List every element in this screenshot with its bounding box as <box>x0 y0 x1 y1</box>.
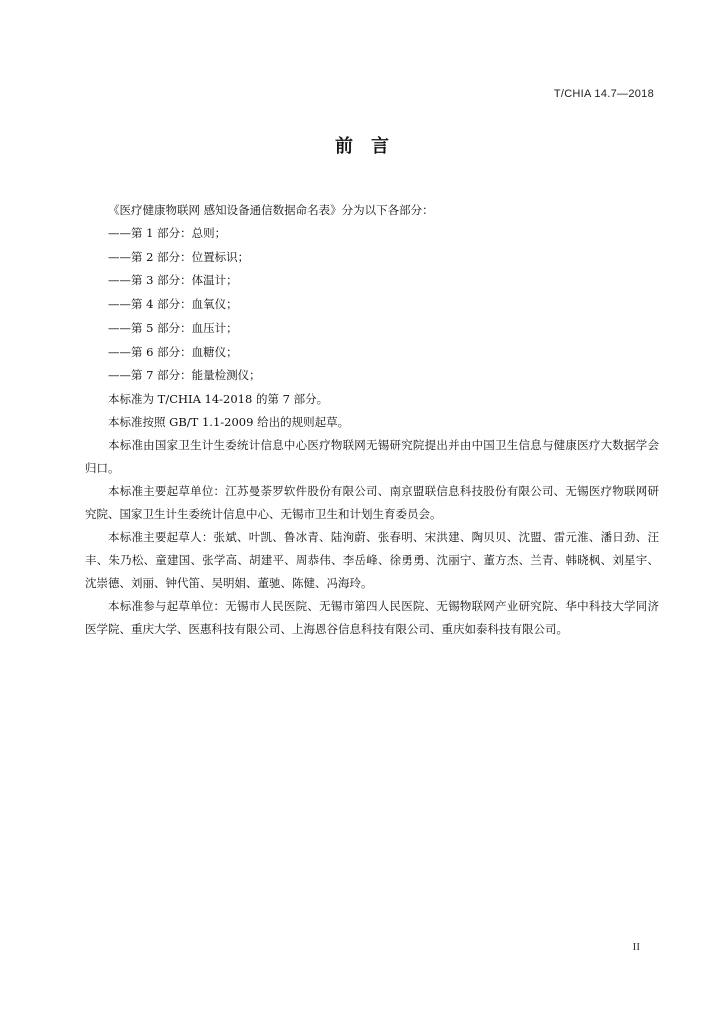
main-drafters-paragraph: 本标准主要起草人：张斌、叶凯、鲁冰青、陆洵蔚、张春明、宋洪建、陶贝贝、沈盟、雷元淮、潘日劲、汪丰、朱乃松、童建国、张学高、胡建平、周恭伟、李岳峰、徐勇勇、沈丽宁、董方杰、兰青、韩晓枫、刘星宇、沈崇德、刘丽、钟代笛、吴明娟、董驰、陈健、冯海玲。 <box>85 529 659 590</box>
list-item: ——第 5 部分：血压计； <box>108 320 238 335</box>
list-item: ——第 1 部分：总则； <box>108 226 227 240</box>
main-drafting-units-paragraph: 本标准主要起草单位：江苏曼荼罗软件股份有限公司、南京盟联信息科技股份有限公司、无锡医疗物联网研究院、国家卫生计生委统计信息中心、无锡市卫生和计划生育委员会。 <box>85 483 659 521</box>
participating-units-paragraph: 本标准参与起草单位：无锡市人民医院、无锡市第四人民医院、无锡物联网产业研究院、华中科技大学同济医学院、重庆大学、医惠科技有限公司、上海恩谷信息科技有限公司、重庆如泰科技有限公司。 <box>85 598 659 636</box>
list-item: ——第 7 部分：能量检测仪； <box>108 368 261 383</box>
list-item: ——第 4 部分：血氧仪； <box>108 297 238 312</box>
proposer-paragraph: 本标准由国家卫生计生委统计信息中心医疗物联网无锡研究院提出并由中国卫生信息与健康医疗大数据学会归口。 <box>85 437 659 475</box>
part-statement-paragraph: 本标准为 T/CHIA 14-2018 的第 7 部分。 <box>108 391 329 406</box>
preface-body <box>85 199 659 641</box>
list-item: ——第 3 部分：体温计； <box>108 273 238 288</box>
page-number: II <box>632 941 640 953</box>
list-item: ——第 6 部分：血糖仪； <box>108 344 238 359</box>
page-title: 前言 <box>335 136 407 157</box>
parts-list <box>85 222 659 388</box>
list-item: ——第 2 部分：位置标识； <box>108 249 250 264</box>
standard-identifier: T/CHIA 14.7—2018 <box>553 88 654 100</box>
intro-paragraph: 《医疗健康物联网 感知设备通信数据命名表》分为以下各部分： <box>108 203 434 217</box>
drafting-rules-paragraph: 本标准按照 GB/T 1.1-2009 给出的规则起草。 <box>108 414 350 429</box>
